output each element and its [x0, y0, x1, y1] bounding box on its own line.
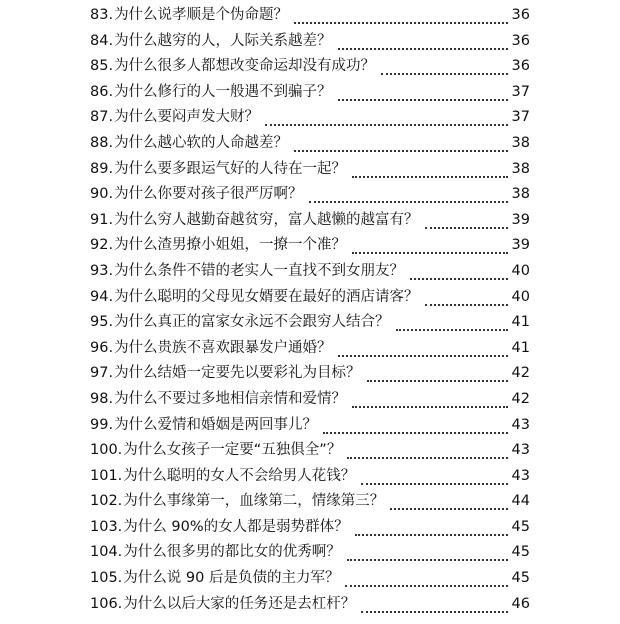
toc-entry: [90, 591, 530, 617]
toc-dot-leader: [425, 215, 508, 229]
toc-dot-leader: [338, 87, 508, 101]
toc-entry: [90, 514, 530, 540]
toc-entry-page: 45: [511, 518, 530, 535]
toc-entry-number: 85.: [90, 58, 114, 75]
toc-entry-page: 44: [511, 493, 530, 510]
toc-dot-leader: [352, 394, 507, 408]
toc-dot-leader: [323, 420, 507, 434]
toc-entry-page: 38: [511, 186, 530, 203]
toc-entry-number: 91.: [90, 211, 114, 228]
toc-dot-leader: [347, 445, 507, 459]
toc-dot-leader: [390, 496, 507, 510]
toc-dot-leader: [294, 138, 507, 152]
toc-entry-number: 105.: [90, 570, 123, 587]
toc-entry: [90, 28, 530, 54]
toc-entry-page: 43: [511, 467, 530, 484]
toc-entry-number: 96.: [90, 339, 114, 356]
toc-entry-title: 为什么说孝顺是个伪命题？: [114, 7, 289, 23]
toc-entry-page: 36: [511, 32, 530, 49]
toc-entry-title: 为什么爱情和婚姻是两回事儿？: [114, 416, 318, 433]
toc-entry-title: 为什么要多跟运气好的人待在一起？: [114, 160, 347, 177]
toc-entry-title: 为什么结婚一定要先以要彩礼为目标？: [114, 365, 361, 382]
toc-entry-page: 36: [511, 58, 530, 75]
toc-entry: [90, 437, 530, 463]
toc-entry: [90, 258, 530, 284]
toc-dot-leader: [265, 112, 507, 126]
toc-entry-page: 37: [511, 83, 530, 100]
toc-dot-leader: [345, 573, 507, 587]
toc-entry: [90, 565, 530, 591]
toc-entry-title: 为什么你要对孩子很严厉啊？: [114, 186, 303, 203]
toc-entry-number: 92.: [90, 237, 114, 254]
toc-entry-title: 为什么说 90 后是负债的主力军？: [123, 570, 340, 587]
toc-entry-title: 为什么要闷声发大财？: [114, 109, 260, 126]
toc-entry-title: 为什么 90%的女人都是弱势群体？: [123, 518, 349, 535]
toc-entry-page: 41: [511, 339, 530, 356]
toc-entry-number: 84.: [90, 32, 114, 49]
toc-dot-leader: [338, 343, 508, 357]
toc-entry-title: 为什么很多男的都比女的优秀啊？: [123, 544, 341, 561]
toc-entry-title: 为什么很多人都想改变命运却没有成功？: [114, 58, 376, 75]
toc-dot-leader: [396, 317, 508, 331]
toc-entry: [90, 284, 530, 310]
toc-entry-title: 为什么条件不错的老实人一直找不到女朋友？: [114, 262, 405, 279]
toc-entry-number: 99.: [90, 416, 114, 433]
toc-dot-leader: [355, 522, 508, 536]
toc-entry-title: 为什么渣男撩小姐姐，一撩一个准？: [114, 237, 347, 254]
toc-entry-page: 46: [511, 595, 530, 612]
toc-entry: [90, 104, 530, 130]
toc-entry-page: 45: [511, 544, 530, 561]
toc-entry-title: 为什么修行的人一般遇不到骗子？: [114, 83, 332, 100]
toc-entry: [90, 156, 530, 182]
toc-entry-page: 38: [511, 134, 530, 151]
toc-entry-page: 40: [511, 288, 530, 305]
toc-entry-page: 43: [511, 416, 530, 433]
toc-entry-number: 93.: [90, 262, 114, 279]
toc-entry-title: 为什么真正的富家女永远不会跟穷人结合？: [114, 314, 390, 331]
toc-entry-title: 为什么越心软的人命越差？: [114, 134, 289, 151]
toc-entry-title: 为什么以后大家的任务还是去杠杆？: [123, 595, 356, 612]
toc-entry: [90, 539, 530, 565]
toc-entry-number: 100.: [90, 442, 123, 459]
toc-entry-number: 86.: [90, 83, 114, 100]
toc-entry-number: 83.: [90, 7, 114, 23]
toc-dot-leader: [410, 266, 507, 280]
toc-entry: [90, 412, 530, 438]
toc-entry-number: 106.: [90, 595, 123, 612]
toc-entry-title: 为什么事缘第一，血缘第二，情缘第三？: [123, 493, 385, 510]
toc-entry-page: 42: [511, 365, 530, 382]
toc-dot-leader: [381, 61, 507, 75]
toc-entry-title: 为什么穷人越勤奋越贫穷，富人越懒的越富有？: [114, 211, 419, 228]
toc-entry: [90, 232, 530, 258]
toc-entry-number: 87.: [90, 109, 114, 126]
toc-entry: [90, 2, 530, 28]
toc-entry-number: 89.: [90, 160, 114, 177]
toc-entry-page: 45: [511, 570, 530, 587]
toc-dot-leader: [309, 189, 508, 203]
toc-entry: [90, 309, 530, 335]
toc-entry-title: 为什么聪明的女人不会给男人花钱？: [123, 467, 356, 484]
toc-entry-number: 102.: [90, 493, 123, 510]
toc-dot-leader: [347, 547, 508, 561]
toc-entry-number: 101.: [90, 467, 123, 484]
toc-entry-number: 104.: [90, 544, 123, 561]
toc-dot-leader: [425, 292, 508, 306]
toc-entry-page: 41: [511, 314, 530, 331]
toc-entry: [90, 463, 530, 489]
toc-entry-page: 40: [511, 262, 530, 279]
toc-entry-number: 88.: [90, 134, 114, 151]
toc-entry-page: 43: [511, 442, 530, 459]
toc-entry-title: 为什么越穷的人，人际关系越差？: [114, 32, 332, 49]
toc-entry-title: 为什么聪明的父母见女婿要在最好的酒店请客？: [114, 288, 419, 305]
toc-entry-title: 为什么女孩子一定要“五独俱全”？: [123, 442, 342, 459]
toc-entry: [90, 181, 530, 207]
toc-entry: [90, 130, 530, 156]
toc-entry: [90, 207, 530, 233]
toc-entry-number: 90.: [90, 186, 114, 203]
toc-entry: [90, 386, 530, 412]
toc-entry-number: 98.: [90, 390, 114, 407]
toc-entry: [90, 335, 530, 361]
toc-entry-number: 95.: [90, 314, 114, 331]
toc-dot-leader: [294, 10, 507, 24]
toc-entry-page: 37: [511, 109, 530, 126]
toc-entry-number: 94.: [90, 288, 114, 305]
toc-entry-page: 42: [511, 390, 530, 407]
toc-entry-number: 97.: [90, 365, 114, 382]
toc-entry-page: 39: [511, 237, 530, 254]
toc-entry-page: 39: [511, 211, 530, 228]
toc-dot-leader: [352, 164, 507, 178]
toc-entry-page: 38: [511, 160, 530, 177]
toc-dot-leader: [361, 471, 507, 485]
toc-entry: [90, 79, 530, 105]
toc-dot-leader: [361, 599, 507, 613]
toc-entry-title: 为什么贵族不喜欢跟暴发户通婚？: [114, 339, 332, 356]
toc-entry: [90, 53, 530, 79]
toc-dot-leader: [367, 368, 508, 382]
toc-entry-page: 36: [511, 7, 530, 23]
toc-entry: [90, 360, 530, 386]
toc-entry-number: 103.: [90, 518, 123, 535]
toc-dot-leader: [352, 240, 507, 254]
toc-dot-leader: [338, 36, 508, 50]
toc-entry-title: 为什么不要过多地相信亲情和爱情？: [114, 390, 347, 407]
toc-entry: [90, 488, 530, 514]
